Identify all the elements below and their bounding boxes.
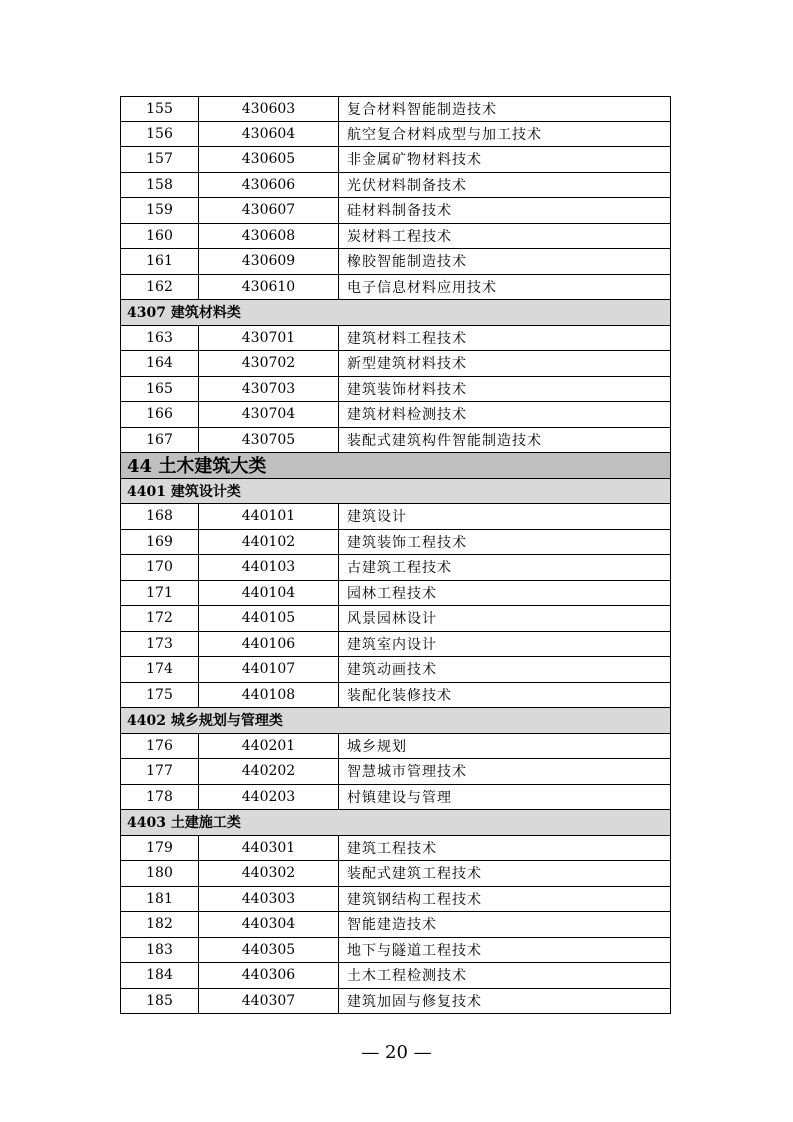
row-number: 170 bbox=[121, 555, 199, 580]
table-row bbox=[120, 249, 671, 275]
row-number: 180 bbox=[121, 861, 199, 886]
table-row bbox=[120, 836, 671, 862]
row-number: 158 bbox=[121, 173, 199, 198]
major-code: 430702 bbox=[199, 351, 339, 376]
major-code: 430607 bbox=[199, 198, 339, 223]
category-row bbox=[120, 479, 671, 505]
page-number: — 20 — bbox=[361, 1042, 432, 1063]
table-row bbox=[120, 326, 671, 352]
major-code: 430703 bbox=[199, 377, 339, 402]
major-code: 440301 bbox=[199, 836, 339, 861]
category-row bbox=[120, 708, 671, 734]
major-code: 430606 bbox=[199, 173, 339, 198]
row-number: 165 bbox=[121, 377, 199, 402]
major-list-table bbox=[120, 96, 671, 1014]
table-row bbox=[120, 504, 671, 530]
row-number: 157 bbox=[121, 147, 199, 172]
major-code: 440108 bbox=[199, 683, 339, 708]
category-label: 4307 建筑材料类 bbox=[127, 305, 241, 322]
table-row bbox=[120, 377, 671, 403]
table-row bbox=[120, 96, 671, 122]
major-code: 440306 bbox=[199, 963, 339, 988]
table-row bbox=[120, 912, 671, 938]
row-number: 182 bbox=[121, 912, 199, 937]
major-code: 440102 bbox=[199, 530, 339, 555]
major-code: 440101 bbox=[199, 504, 339, 529]
category-label: 4401 建筑设计类 bbox=[127, 483, 241, 500]
row-number: 183 bbox=[121, 938, 199, 963]
table-row bbox=[120, 275, 671, 301]
table-row bbox=[120, 683, 671, 709]
major-name: 建筑设计 bbox=[347, 509, 407, 526]
category-label: 4403 土建施工类 bbox=[127, 815, 241, 832]
row-number: 160 bbox=[121, 224, 199, 249]
major-category-row bbox=[120, 453, 671, 479]
major-code: 430705 bbox=[199, 428, 339, 453]
major-name: 建筑钢结构工程技术 bbox=[347, 891, 482, 908]
table-row bbox=[120, 122, 671, 148]
table-row bbox=[120, 989, 671, 1015]
major-name: 建筑动画技术 bbox=[347, 662, 437, 679]
major-code: 440307 bbox=[199, 989, 339, 1014]
major-code: 440302 bbox=[199, 861, 339, 886]
category-label: 4402 城乡规划与管理类 bbox=[127, 713, 283, 730]
major-name: 装配式建筑构件智能制造技术 bbox=[347, 432, 542, 449]
major-code: 430610 bbox=[199, 275, 339, 300]
row-number: 177 bbox=[121, 759, 199, 784]
major-code: 430608 bbox=[199, 224, 339, 249]
major-name: 电子信息材料应用技术 bbox=[347, 279, 497, 296]
major-name: 风景园林设计 bbox=[347, 611, 437, 628]
row-number: 161 bbox=[121, 249, 199, 274]
major-code: 440106 bbox=[199, 632, 339, 657]
major-code: 440305 bbox=[199, 938, 339, 963]
row-number: 179 bbox=[121, 836, 199, 861]
major-code: 440105 bbox=[199, 606, 339, 631]
category-row bbox=[120, 300, 671, 326]
major-name: 城乡规划 bbox=[347, 738, 407, 755]
major-code: 440201 bbox=[199, 734, 339, 759]
major-code: 440203 bbox=[199, 785, 339, 810]
major-name: 炭材料工程技术 bbox=[347, 228, 452, 245]
row-number: 176 bbox=[121, 734, 199, 759]
major-name: 建筑装饰工程技术 bbox=[347, 534, 467, 551]
major-code: 430604 bbox=[199, 122, 339, 147]
table-row bbox=[120, 147, 671, 173]
major-code: 440202 bbox=[199, 759, 339, 784]
major-name: 航空复合材料成型与加工技术 bbox=[347, 126, 542, 143]
row-number: 169 bbox=[121, 530, 199, 555]
major-name: 建筑材料检测技术 bbox=[347, 407, 467, 424]
row-number: 185 bbox=[121, 989, 199, 1014]
row-number: 163 bbox=[121, 326, 199, 351]
major-name: 建筑装饰材料技术 bbox=[347, 381, 467, 398]
row-number: 159 bbox=[121, 198, 199, 223]
row-number: 173 bbox=[121, 632, 199, 657]
major-code: 440107 bbox=[199, 657, 339, 682]
major-name: 新型建筑材料技术 bbox=[347, 356, 467, 373]
major-code: 440303 bbox=[199, 887, 339, 912]
table-row bbox=[120, 785, 671, 811]
table-row bbox=[120, 530, 671, 556]
table-row bbox=[120, 657, 671, 683]
table-row bbox=[120, 734, 671, 760]
major-code: 430603 bbox=[199, 97, 339, 121]
major-code: 430704 bbox=[199, 402, 339, 427]
table-row bbox=[120, 198, 671, 224]
table-row bbox=[120, 759, 671, 785]
table-row bbox=[120, 938, 671, 964]
row-number: 172 bbox=[121, 606, 199, 631]
table-row bbox=[120, 428, 671, 454]
row-number: 162 bbox=[121, 275, 199, 300]
major-name: 智慧城市管理技术 bbox=[347, 764, 467, 781]
row-number: 175 bbox=[121, 683, 199, 708]
row-number: 168 bbox=[121, 504, 199, 529]
major-code: 440104 bbox=[199, 581, 339, 606]
row-number: 167 bbox=[121, 428, 199, 453]
major-code: 430701 bbox=[199, 326, 339, 351]
table-row bbox=[120, 555, 671, 581]
major-name: 建筑材料工程技术 bbox=[347, 330, 467, 347]
major-name: 橡胶智能制造技术 bbox=[347, 254, 467, 271]
row-number: 178 bbox=[121, 785, 199, 810]
row-number: 184 bbox=[121, 963, 199, 988]
major-name: 装配化装修技术 bbox=[347, 687, 452, 704]
major-name: 硅材料制备技术 bbox=[347, 203, 452, 220]
major-name: 非金属矿物材料技术 bbox=[347, 152, 482, 169]
major-code: 430605 bbox=[199, 147, 339, 172]
table-row bbox=[120, 581, 671, 607]
major-name: 村镇建设与管理 bbox=[347, 789, 452, 806]
major-code: 430609 bbox=[199, 249, 339, 274]
major-name: 土木工程检测技术 bbox=[347, 968, 467, 985]
major-name: 建筑加固与修复技术 bbox=[347, 993, 482, 1010]
major-name: 装配式建筑工程技术 bbox=[347, 866, 482, 883]
table-row bbox=[120, 173, 671, 199]
row-number: 181 bbox=[121, 887, 199, 912]
table-row bbox=[120, 224, 671, 250]
table-row bbox=[120, 351, 671, 377]
major-name: 智能建造技术 bbox=[347, 917, 437, 934]
table-row bbox=[120, 402, 671, 428]
major-name: 园林工程技术 bbox=[347, 585, 437, 602]
table-row bbox=[120, 632, 671, 658]
table-row bbox=[120, 887, 671, 913]
row-number: 174 bbox=[121, 657, 199, 682]
table-row bbox=[120, 606, 671, 632]
major-name: 建筑室内设计 bbox=[347, 636, 437, 653]
row-number: 164 bbox=[121, 351, 199, 376]
major-code: 440304 bbox=[199, 912, 339, 937]
row-number: 166 bbox=[121, 402, 199, 427]
major-name: 光伏材料制备技术 bbox=[347, 177, 467, 194]
major-name: 建筑工程技术 bbox=[347, 840, 437, 857]
major-name: 地下与隧道工程技术 bbox=[347, 942, 482, 959]
row-number: 171 bbox=[121, 581, 199, 606]
category-row bbox=[120, 810, 671, 836]
table-row bbox=[120, 861, 671, 887]
major-code: 440103 bbox=[199, 555, 339, 580]
table-row bbox=[120, 963, 671, 989]
row-number: 155 bbox=[121, 97, 199, 121]
major-name: 古建筑工程技术 bbox=[347, 560, 452, 577]
major-name: 复合材料智能制造技术 bbox=[347, 101, 497, 118]
row-number: 156 bbox=[121, 122, 199, 147]
major-category-label: 44 土木建筑大类 bbox=[127, 456, 267, 478]
